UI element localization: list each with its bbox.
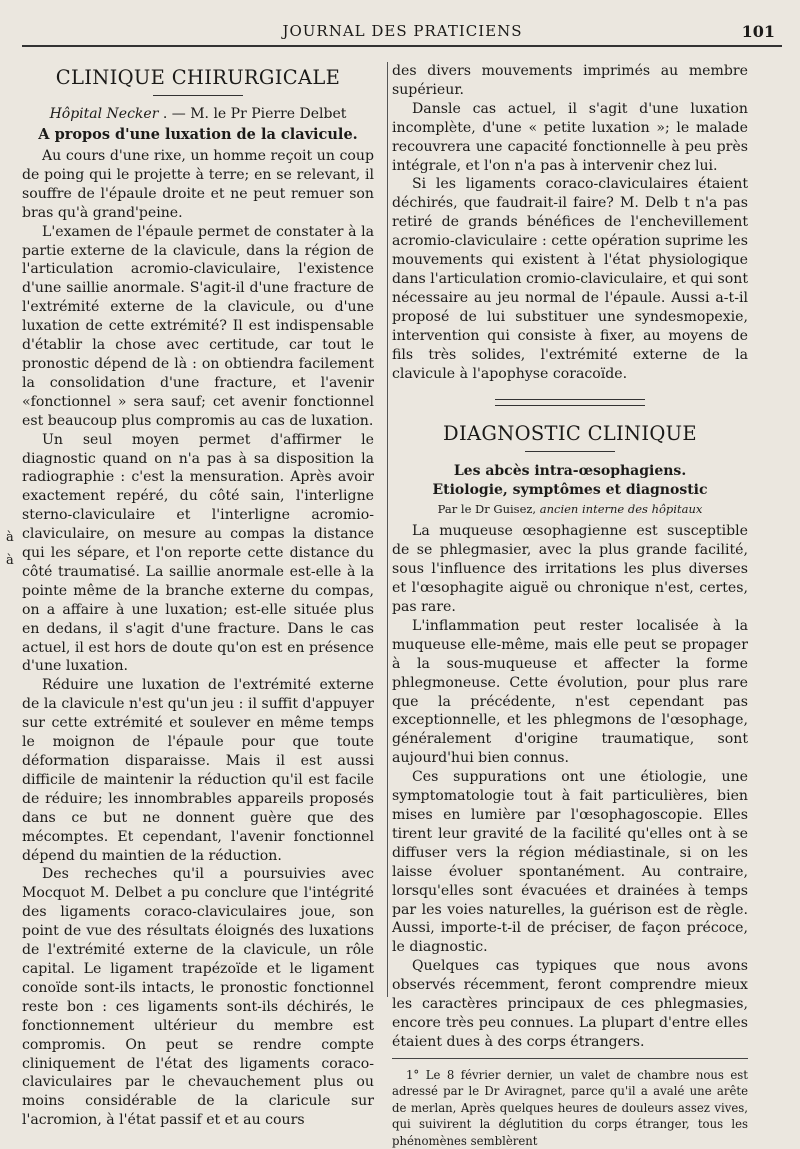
paragraph: L'inflammation peut rester localisée à la muqueuse elle-même, mais elle peut se propager à la sous-muqueuse et affecter la forme phlegmoneuse. Cette évolution, pour plus rare que la précédente, n'est cependant pas exceptionnelle, et les phlegmons de l'œsophage, généralement d'origine traumatique, sont aujourd'hui bien connus. [392, 617, 748, 767]
left-column [22, 62, 374, 1130]
paragraph: des divers mouvements imprimés au membre supérieur. [392, 63, 748, 98]
running-header [30, 22, 775, 44]
paragraph: Des recheches qu'il a poursuivies avec Mocquot M. Delbet a pu conclure que l'intégrité des ligaments coraco-claviculaires joue, son point de vue des résultats éloignés des luxations de l'extrémité externe de la clavicule, un rôle capital. Le ligament trapézoïde et le ligament conoïde sont-ils intacts, le pronostic fonctionnel reste bon : ces ligaments sont-ils déchirés, le fonctionnement ultérieur du membre est compromis. On peut se rendre compte cliniquement de l'état des ligaments coraco-claviculaires par le chevauchement plus ou moins considérable de la claricule sur l'acromion, à l'état passif et et au cours [22, 866, 374, 1129]
byline-separator: . — M. le [162, 106, 227, 122]
title-rule [153, 95, 243, 96]
right-column [392, 62, 748, 1149]
journal-title: JOURNAL DES PRATICIENS [282, 22, 523, 40]
paragraph: L'examen de l'épaule permet de constater à la partie externe de la clavicule, dans la région de l'articulation acromio-claviculaire, l'existence d'une saillie anormale. S'agit-il d'une fracture de l'extrémité externe de la clavicule, ou d'une luxation de cette extrémité? Il est indispensable d'établir la chose avec certitude, car tout le pronostic dépend de là : on obtiendra facilement la consolidation d'une fracture, et l'avenir «fonctionnel » sera sauf; cet avenir fonctionnel est beaucoup plus compromis au cas de luxation. [22, 223, 374, 429]
section-title-diagnostic-clinique: DIAGNOSTIC CLINIQUE [443, 422, 697, 446]
margin-annotation: à [6, 530, 14, 545]
paragraph: Dansle cas actuel, il s'agit d'une luxation incomplète, d'une « petite luxation »; le malade recouvrera une capacité fonctionnelle à peu près intégrale, et l'on n'a pas à intervenir chez lui. [392, 100, 748, 174]
byline-place: Hôpital Necker [49, 106, 159, 122]
paragraph: Si les ligaments coraco-claviculaires étaient déchirés, que faudrait-il faire? M. Delb t n'a pas retiré de grands bénéfices de l'enchevillement acromio-claviculaire : cette opération suprime les mouvements qui existent à l'état physiologique dans l'articulation cromio-claviculaire, et qui sont nécessaire au jeu normal de l'épaule. Aussi a-t-il proposé de lui substituer une syndesmopexie, intervention qui consiste à fixer, au moyens de fils très solides, l'extrémité externe de la clavicule à l'apophyse coracoïde. [392, 176, 748, 382]
page-number: 101 [741, 22, 775, 41]
section-separator [495, 399, 645, 406]
paragraph: Ces suppurations ont une étiologie, une symptomatologie tout à fait particulières, bien mises en lumière par l'œsophagoscopie. Elles tirent leur gravité de la facilité qu'elles ont à se diffuser vers la région médiastinale, si on les laisse évoluer spontanément. Au contraire, lorsqu'elles sont évacuées et drainées à temps par les voies naturelles, la guérison est de règle. Aussi, importe-t-il de préciser, de façon précoce, le diagnostic. [392, 769, 748, 956]
byline-author: Par le Dr Guisez, [437, 502, 537, 517]
paragraph: Un seul moyen permet d'affirmer le diagnostic quand on n'a pas à sa disposition la radiographie : c'est la mensuration. Après avoir exactement repéré, du côté sain, l'interligne sterno-claviculaire et l'interligne acromio-claviculaire, on mesure au compas la distance qui les sépare, et l'on reporte cette distance du côté traumatisé. La saillie anormale est-elle à la pointe même de la branche externe du compas, on a affaire à une luxation; est-elle située plus en dedans, il s'agit d'une fracture. Dans le cas actuel, il est hors de doute qu'on est en présence d'une luxation. [22, 431, 374, 675]
paragraph: Réduire une luxation de l'extrémité externe de la clavicule n'est qu'un jeu : il suffit d'appuyer sur cette extrémité et soulever en même temps le moignon de l'épaule pour que toute déformation disparaisse. Mais il est aussi difficile de maintenir la réduction qu'il est facile de réduire; les innombrables appareils proposés dans ce but ne donnent guère que des mécomptes. Et cependant, l'avenir fonctionnel dépend du maintien de la réduction. [22, 677, 374, 864]
section-title-clinique-chirurgicale: CLINIQUE CHIRURGICALE [55, 66, 341, 89]
title-rule [525, 451, 615, 452]
paragraph: Quelques cas typiques que nous avons observés récemment, feront comprendre mieux les caractères principaux de ces phlegmasies, encore très peu connues. La plupart d'entre elles étaient dues à des corps étrangers. [392, 958, 748, 1050]
article-subtitle: A propos d'une luxation de la clavicule. [38, 126, 358, 143]
paragraph: La muqueuse œsophagienne est susceptible de se phlegmasier, avec la plus grande facilité, sous l'influence des irritations les plus diverses et l'œsophagite aiguë ou chronique n'est, certes, pas rare. [392, 523, 748, 616]
byline-role: ancien interne des hôpitaux [539, 502, 703, 517]
header-rule [22, 45, 782, 47]
footnote: 1° Le 8 février dernier, un valet de chambre nous est adressé par le Dr Aviragnet, parce qu'il a avalé une arête de merlan, Après quelques heures de douleurs assez vives, qui suivirent la déglutition du corps étranger, tous les phénomènes semblèrent [392, 1067, 748, 1148]
article-byline [392, 502, 748, 516]
byline-author: Pr Pierre Delbet [230, 106, 347, 122]
article-byline [22, 106, 374, 122]
footnote-rule [392, 1058, 748, 1059]
column-divider [387, 62, 388, 997]
paragraph: Au cours d'une rixe, un homme reçoit un coup de poing qui le projette à terre; en se relevant, il souffre de l'épaule droite et ne peut remuer son bras qu'à grand'peine. [22, 148, 374, 221]
margin-annotation: à [6, 553, 14, 568]
article-subtitle: Les abcès intra-œsophagiens. [453, 463, 687, 480]
article-subtitle-line2: Etiologie, symptômes et diagnostic [432, 482, 708, 499]
